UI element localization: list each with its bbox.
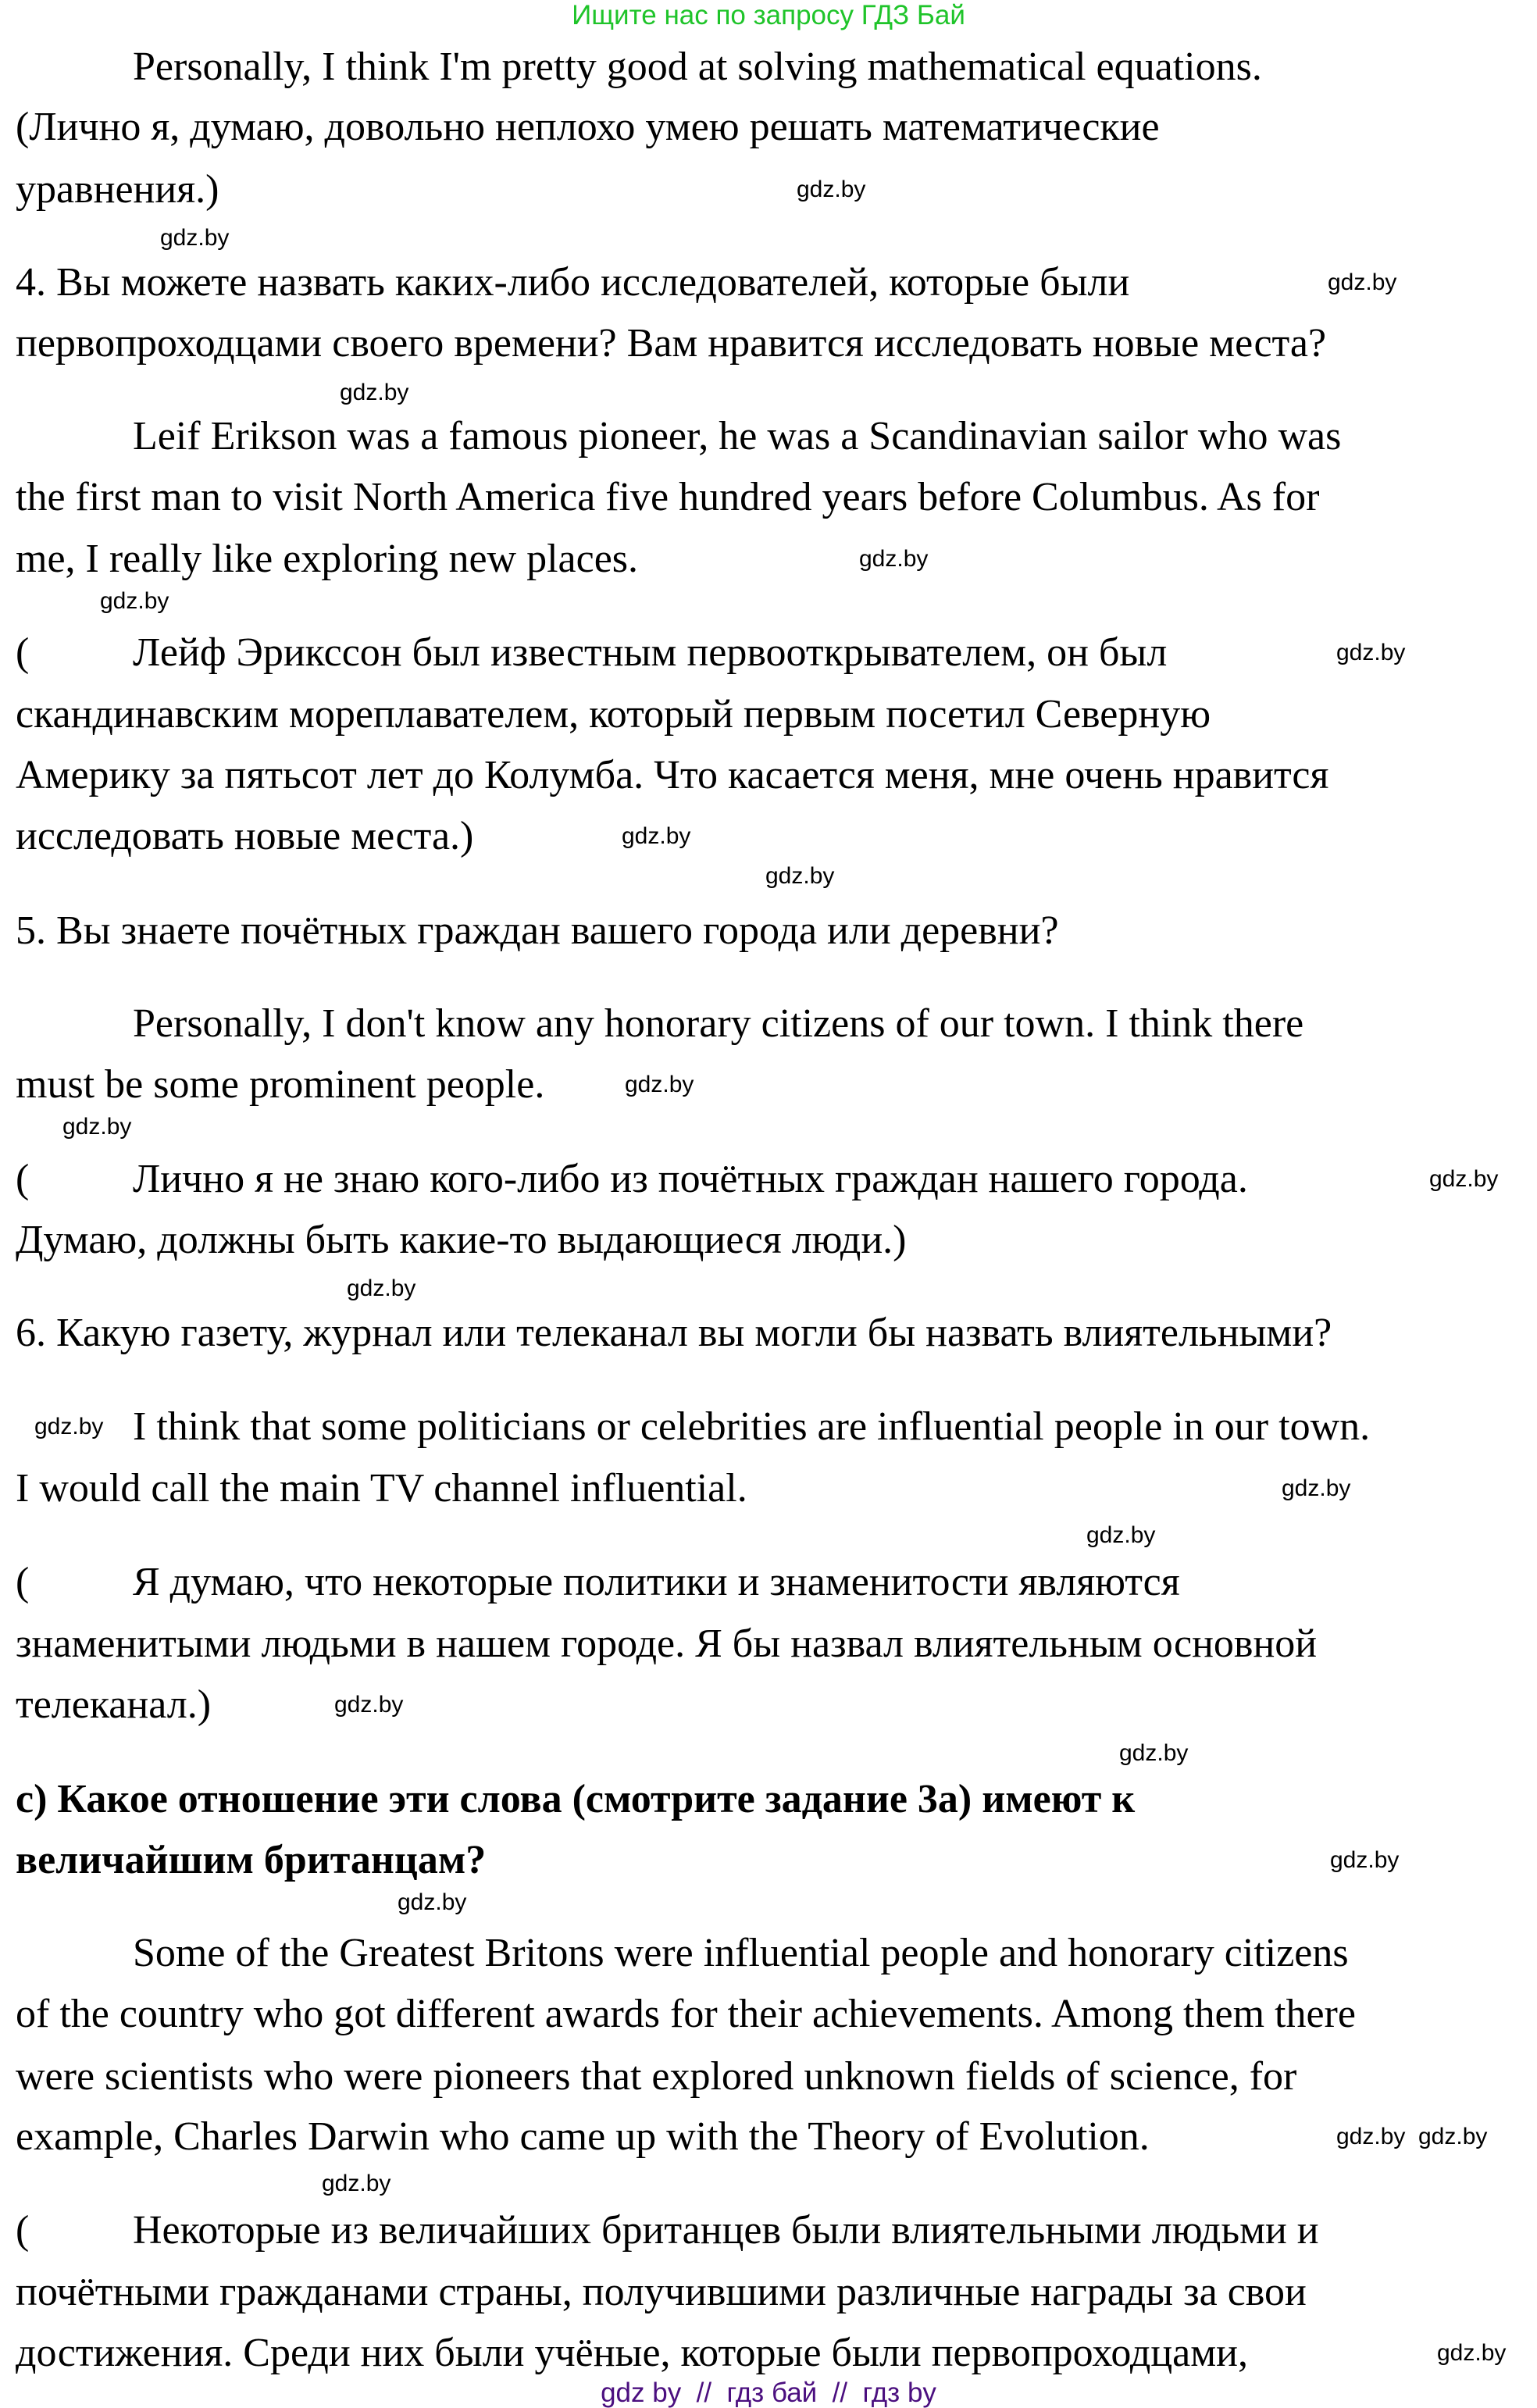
gdz-watermark: gdz.by [1336,2124,1406,2149]
gdz-watermark: gdz.by [340,380,409,405]
gdz-watermark: gdz.by [100,588,169,614]
section-heading-line: величайшим британцам? [16,1838,487,1882]
gdz-watermark: gdz.by [859,546,929,572]
gdz-watermark: gdz.by [622,823,691,849]
gdz-watermark: gdz.by [1330,1847,1400,1873]
gdz-watermark: gdz.by [1429,1166,1499,1192]
gdz-watermark: gdz.by [1119,1740,1189,1766]
text-line: 5. Вы знаете почётных граждан вашего города или деревни? [16,908,1059,953]
text-line: I would call the main TV channel influential. [16,1466,747,1511]
text-line: the first man to visit North America five hundred years before Columbus. As for [16,475,1320,519]
gdz-watermark: gdz.by [1086,1522,1156,1548]
text-line: скандинавским мореплавателем, который первым посетил Северную [16,692,1211,737]
gdz-watermark: gdz.by [347,1275,416,1301]
text-line: of the country who got different awards for their achievements. Among them there [16,1992,1356,2036]
gdz-watermark: gdz.by [1336,640,1406,665]
gdz-watermark: gdz.by [62,1114,132,1140]
text-line: почётными гражданами страны, получившими различные награды за свои [16,2270,1307,2314]
text-line: 4. Вы можете назвать каких-либо исследователей, которые были [16,260,1130,305]
text-line: исследовать новые места.) [16,814,474,858]
text-line: I think that some politicians or celebrities are influential people in our town. [133,1404,1371,1449]
text-line: Я думаю, что некоторые политики и знаменитости являются [133,1560,1180,1604]
gdz-watermark: gdz.by [797,177,866,202]
gdz-watermark: gdz.by [334,1692,404,1718]
text-line: знаменитыми людьми в нашем городе. Я бы назвал влиятельным основной [16,1621,1318,1666]
open-parenthesis: ( [16,2208,30,2253]
gdz-watermark: gdz.by [160,225,230,251]
text-line: Лично я не знаю кого-либо из почётных граждан нашего города. [133,1157,1248,1201]
gdz-watermark: gdz.by [625,1072,694,1097]
gdz-watermark: gdz.by [322,2171,391,2196]
text-line: Personally, I think I'm pretty good at solving mathematical equations. [133,45,1262,89]
text-line: Америку за пятьсот лет до Колумба. Что касается меня, мне очень нравится [16,753,1329,797]
text-line: уравнения.) [16,167,219,212]
gdz-watermark: gdz.by [1328,269,1397,295]
gdz-watermark: gdz.by [1437,2340,1507,2366]
open-parenthesis: ( [16,1560,30,1604]
text-line: достижения. Среди них были учёные, которые были первопроходцами, [16,2331,1248,2375]
footer-watermark: gdz by // гдз бай // гдз by [601,2378,936,2408]
text-line: первопроходцами своего времени? Вам нравится исследовать новые места? [16,321,1327,366]
text-line: Думаю, должны быть какие-то выдающиеся люди.) [16,1218,907,1262]
search-hint-banner: Ищите нас по запросу ГДЗ Бай [572,0,965,30]
text-line: Leif Erikson was a famous pioneer, he was a Scandinavian sailor who was [133,414,1342,458]
gdz-watermark: gdz.by [398,1889,467,1915]
text-line: me, I really like exploring new places. [16,537,639,581]
text-line: Некоторые из величайших британцев были влиятельными людьми и [133,2208,1319,2253]
gdz-watermark: gdz.by [1418,2124,1488,2149]
text-line: 6. Какую газету, журнал или телеканал вы могли бы назвать влиятельными? [16,1311,1332,1355]
gdz-watermark: gdz.by [1282,1475,1351,1501]
text-line: Personally, I don't know any honorary citizens of our town. I think there [133,1001,1304,1046]
text-line: Some of the Greatest Britons were influential people and honorary citizens [133,1931,1349,1975]
text-line: (Лично я, думаю, довольно неплохо умею решать математические [16,105,1160,149]
open-parenthesis: ( [16,630,30,675]
text-line: Лейф Эрикссон был известным первооткрывателем, он был [133,630,1168,675]
gdz-watermark: gdz.by [34,1414,104,1439]
open-parenthesis: ( [16,1157,30,1201]
text-line: must be some prominent people. [16,1062,545,1107]
text-line: were scientists who were pioneers that explored unknown fields of science, for [16,2054,1297,2099]
section-heading-line: c) Какое отношение эти слова (смотрите задание 3a) имеют к [16,1777,1136,1821]
gdz-watermark: gdz.by [765,863,835,889]
text-line: example, Charles Darwin who came up with the Theory of Evolution. [16,2114,1150,2159]
text-line: телеканал.) [16,1682,212,1727]
